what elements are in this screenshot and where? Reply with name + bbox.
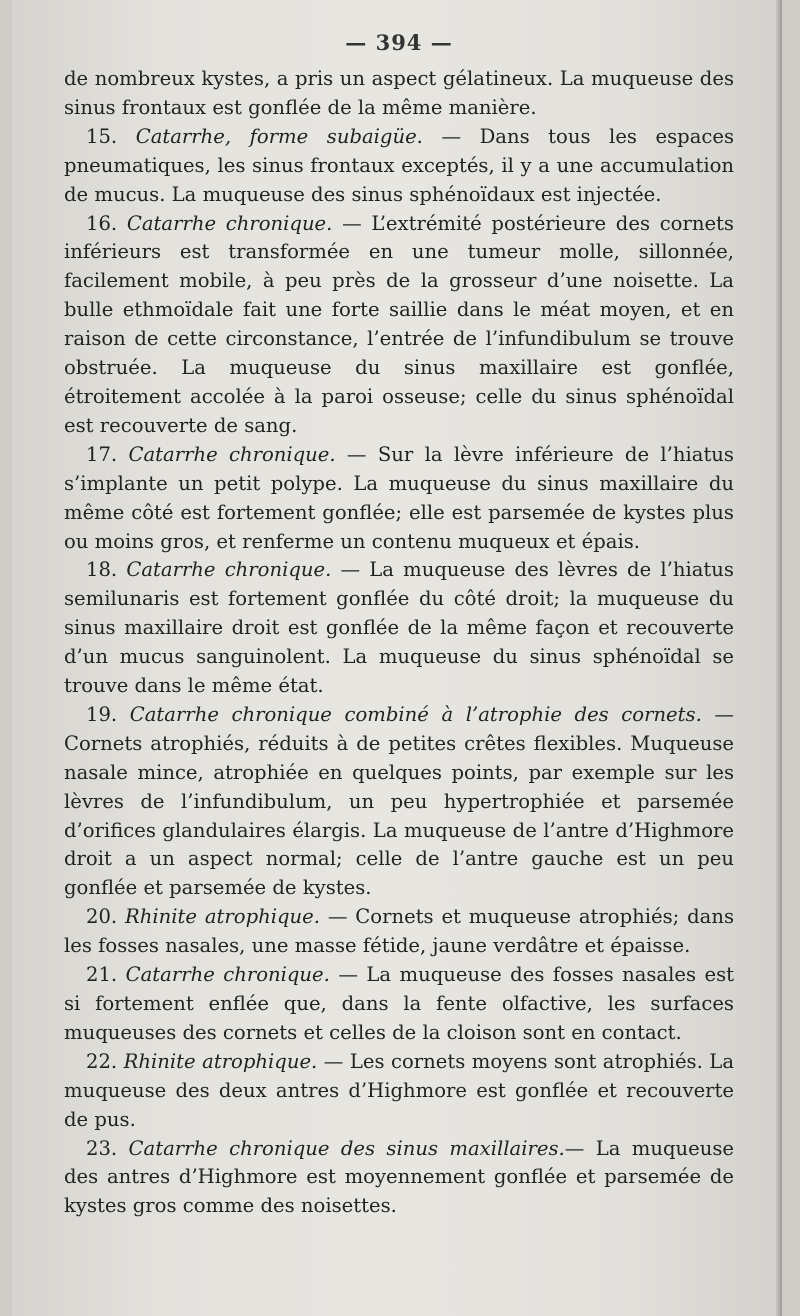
case-number: 23.	[86, 1136, 129, 1160]
case-title: Catarrhe chronique.	[126, 211, 333, 235]
case-title: Rhinite atrophique.	[125, 905, 320, 929]
case-text: — Dans tous les espaces pneumatiques, les sinus frontaux exceptés, il y a une accumulation de mucus. La muqueuse des sinus sphénoïdaux est injectée.	[64, 124, 735, 206]
case-title: Catarrhe chronique.	[128, 442, 336, 466]
case-title: Rhinite atrophique.	[123, 1049, 318, 1073]
case-text: — L’extrémité postérieure des cornets inférieurs est transformée en une tumeur molle, sillonnée, facilement mobile, à peu près de la grosseur d’une noisette. La bulle ethmoïdale fait une forte saillie dans le méat moyen, et en raison de cette circonstance, l’entrée de l’infundibulum se trouve obstruée. La muqueuse du sinus maxillaire est gonflée, étroitement accolée à la paroi osseuse; celle du sinus sphénoïdal est recouverte de sang.	[64, 211, 734, 437]
case-title: Catarrhe chronique.	[125, 963, 330, 987]
page-edge	[776, 0, 782, 1316]
case-21	[64, 961, 734, 1048]
case-text: — Cornets et muqueuse atrophiés; dans les fosses nasales, une masse fétide, jaune verdâtre et épaisse.	[64, 905, 734, 958]
case-number: 15.	[86, 124, 136, 148]
case-number: 16.	[86, 211, 127, 235]
case-number: 18.	[86, 558, 127, 582]
page-number: — 394 —	[345, 30, 453, 55]
case-number: 17.	[86, 442, 129, 466]
case-text: — La muqueuse des fosses nasales est si fortement enflée que, dans la fente olfactive, les surfaces muqueuses des cornets et celles de la cloison sont en contact.	[64, 963, 734, 1044]
case-19	[64, 701, 734, 903]
case-title: Catarrhe, forme subaigüe.	[135, 124, 423, 148]
case-text: — Sur la lèvre inférieure de l’hiatus s’implante un petit polype. La muqueuse du sinus maxillaire du même côté est fortement gonflée; elle est parsemée de kystes plus ou moins gros, et renferme un contenu muqueux et épais.	[64, 442, 734, 553]
case-18	[64, 556, 734, 701]
case-number: 22.	[86, 1049, 124, 1073]
case-text: — La muqueuse des antres d’Highmore est moyennement gonflée et parsemée de kystes gros comme des noisettes.	[64, 1136, 734, 1218]
case-16	[64, 210, 734, 441]
page-body	[64, 65, 734, 1221]
book-page	[12, 0, 782, 1316]
case-text: — Cornets atrophiés, réduits à de petites crêtes flexibles. Muqueuse nasale mince, atrophiée en quelques points, par exemple sur les lèvres de l’infundibulum, un peu hypertrophiée et parsemée d’orifices glandulaires élargis. La muqueuse de l’antre d’Highmore droit a un aspect normal; celle de l’antre gauche est un peu gonflée et parsemée de kystes.	[64, 702, 734, 900]
case-title: Catarrhe chronique des sinus maxillaires.	[128, 1136, 565, 1160]
case-23	[64, 1135, 734, 1222]
case-15	[64, 123, 734, 210]
paragraph-text: de nombreux kystes, a pris un aspect gélatineux. La muqueuse des sinus frontaux est gonflée de la même manière.	[64, 67, 734, 119]
case-title: Catarrhe chronique.	[126, 558, 332, 582]
case-text: — Les cornets moyens sont atrophiés. La muqueuse des deux antres d’Highmore est gonflée et recouverte de pus.	[64, 1049, 735, 1131]
case-22	[64, 1048, 734, 1135]
paragraph-continuation	[64, 65, 734, 123]
case-number: 19.	[86, 702, 130, 726]
case-number: 20.	[86, 905, 126, 929]
case-number: 21.	[86, 963, 126, 987]
case-17	[64, 441, 734, 557]
case-text: — La muqueuse des lèvres de l’hiatus semilunaris est fortement gonflée du côté droit; la muqueuse du sinus maxillaire droit est gonflée de la même façon et recouverte d’un mucus sanguinolent. La muqueuse du sinus sphénoïdal se trouve dans le même état.	[64, 558, 734, 698]
case-20	[64, 903, 734, 961]
case-title: Catarrhe chronique combiné à l’atrophie des cornets.	[129, 702, 702, 726]
